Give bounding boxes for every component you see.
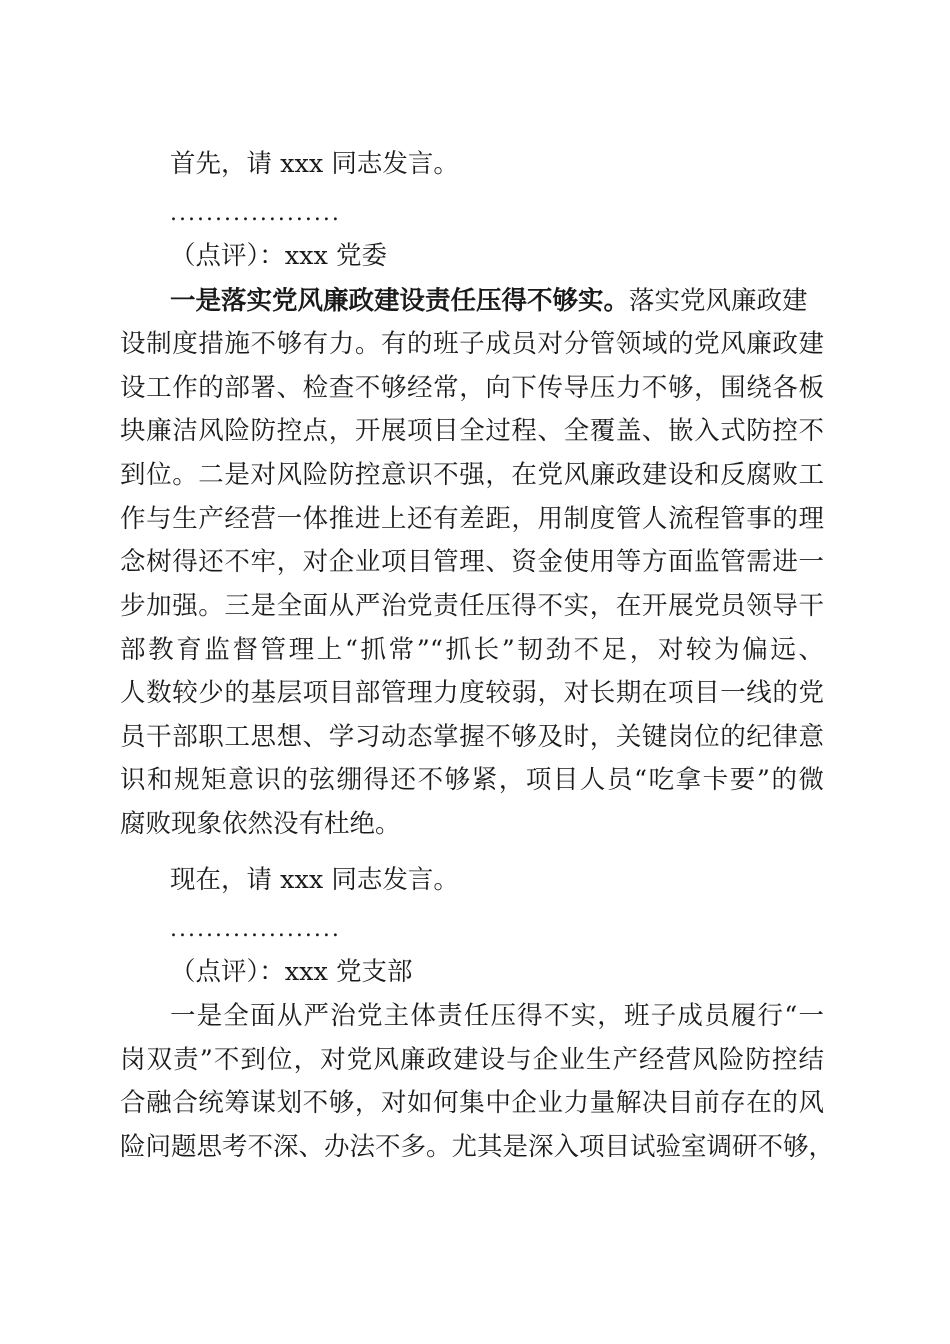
- paragraph-line: 腐败现象依然没有杜绝。: [120, 809, 401, 839]
- comment-label: （点评）：xxx 党支部: [170, 957, 413, 987]
- paragraph-line: 合融合统筹谋划不够，对如何集中企业力量解决目前存在的风: [120, 1088, 824, 1118]
- paragraph-line: 部教育监督管理上“抓常”“抓长”韧劲不足，对较为偏远、: [120, 635, 824, 665]
- paragraph-first-line: [170, 283, 824, 319]
- intro-line: 首先，请 xxx 同志发言。: [170, 149, 459, 179]
- paragraph-line: 识和规矩意识的弦绷得还不够紧，项目人员“吃拿卡要”的微: [120, 765, 824, 795]
- paragraph-line: 人数较少的基层项目部管理力度较弱，对长期在项目一线的党: [120, 678, 824, 708]
- paragraph-heading: 一是落实党风廉政建设责任压得不够实。: [170, 286, 630, 316]
- paragraph-line: 员干部职工思想、学习动态掌握不够及时，关键岗位的纪律意: [120, 722, 824, 752]
- paragraph-line: 作与生产经营一体推进上还有差距，用制度管人流程管事的理: [120, 504, 824, 534]
- paragraph-line: 险问题思考不深、办法不多。尤其是深入项目试验室调研不够，: [120, 1132, 835, 1162]
- paragraph-line: 设工作的部署、检查不够经常，向下传导压力不够，围绕各板: [120, 373, 824, 403]
- paragraph-line: 一是全面从严治党主体责任压得不实，班子成员履行“一: [170, 1001, 824, 1031]
- ellipsis-dots: ...................: [170, 201, 341, 226]
- paragraph-line: 设制度措施不够有力。有的班子成员对分管领域的党风廉政建: [120, 329, 824, 359]
- comment-label: （点评）：xxx 党委: [170, 241, 387, 271]
- paragraph-line: 念树得还不牢，对企业项目管理、资金使用等方面监管需进一: [120, 547, 824, 577]
- intro-line: 现在，请 xxx 同志发言。: [170, 865, 459, 895]
- ellipsis-dots: ...................: [170, 917, 341, 942]
- paragraph-line: 到位。二是对风险防控意识不强，在党风廉政建设和反腐败工: [120, 460, 824, 490]
- paragraph-line: 岗双责”不到位，对党风廉政建设与企业生产经营风险防控结: [120, 1045, 824, 1075]
- paragraph-line: 块廉洁风险防控点，开展项目全过程、全覆盖、嵌入式防控不: [120, 416, 824, 446]
- paragraph-line: 步加强。三是全面从严治党责任压得不实，在开展党员领导干: [120, 591, 824, 621]
- paragraph-text: 落实党风廉政建: [629, 286, 808, 316]
